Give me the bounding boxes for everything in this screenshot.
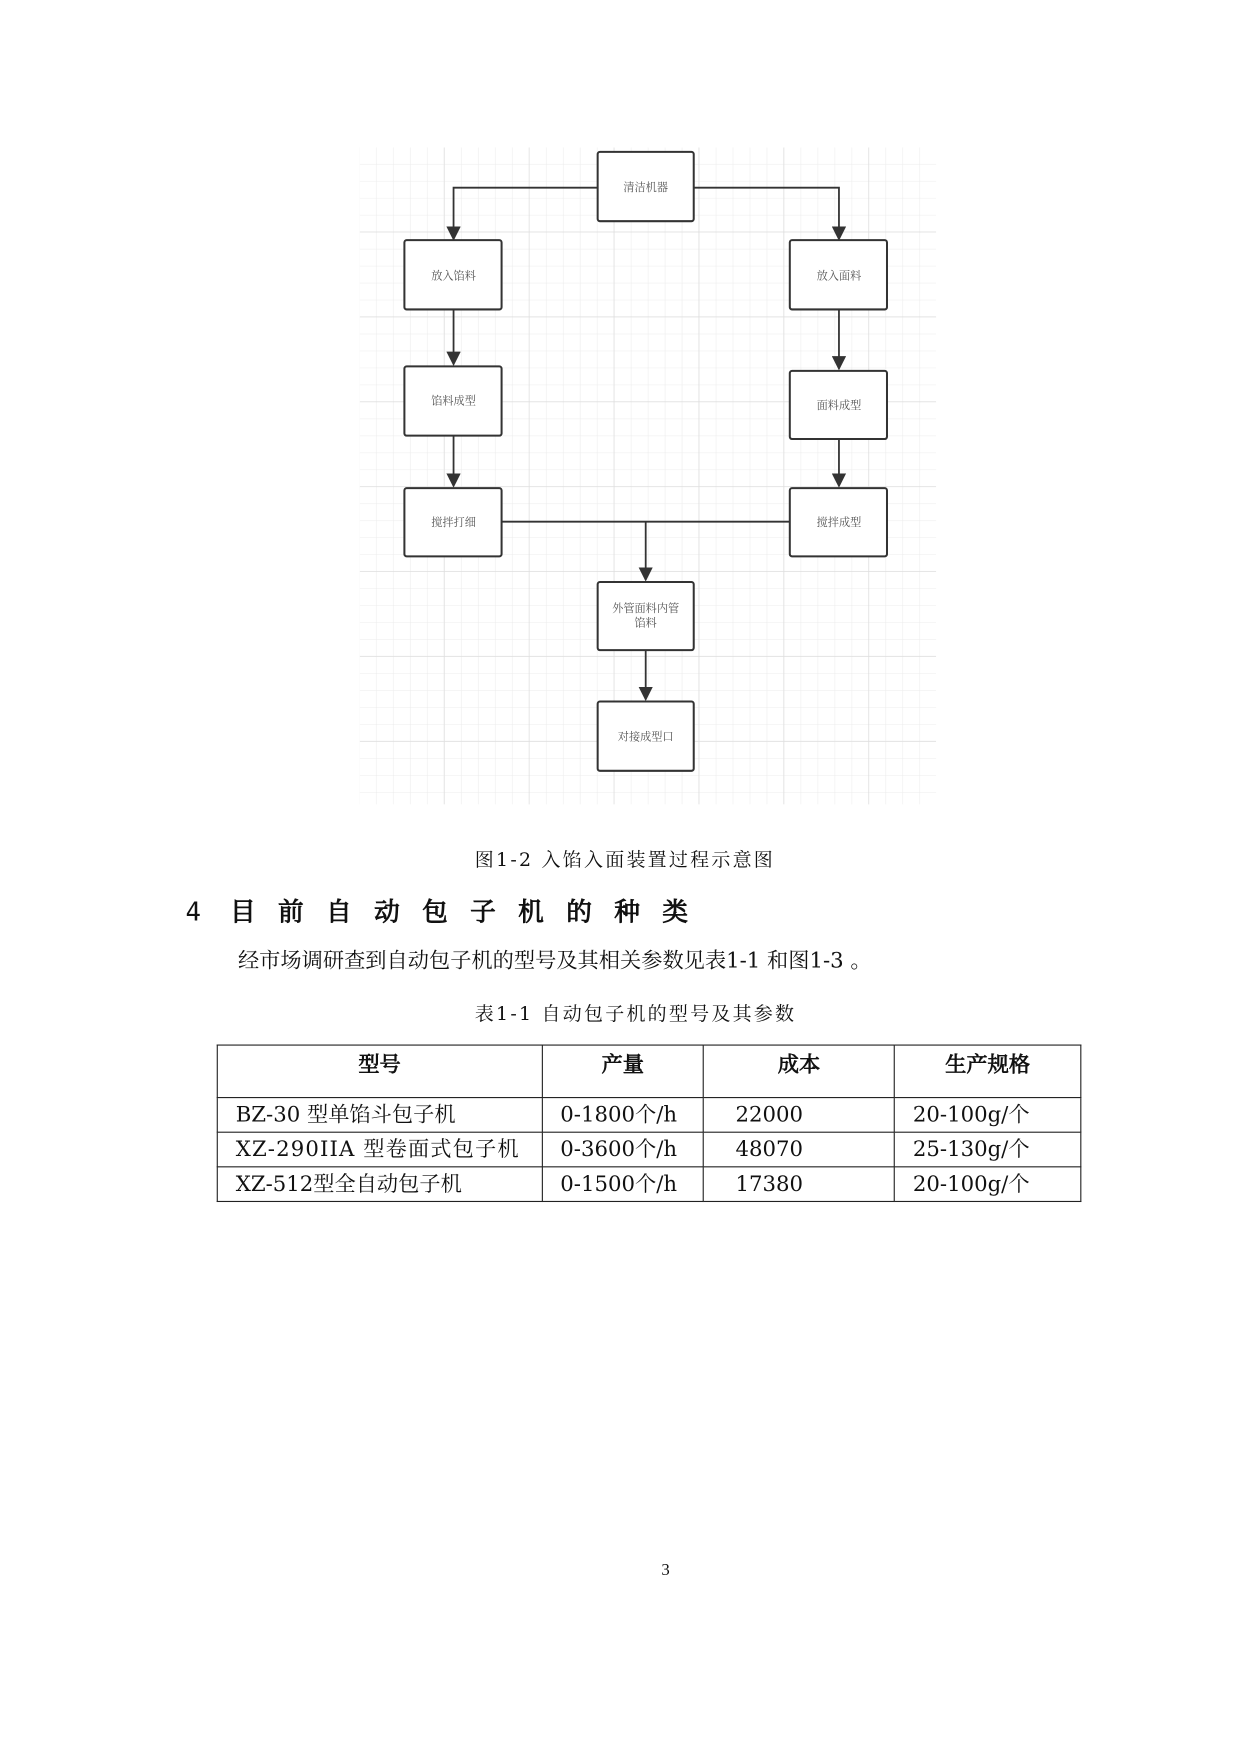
node-label: 清洁机器 (623, 181, 669, 195)
node-label: 面料成型 (816, 398, 862, 412)
page-number: 3 (661, 1561, 670, 1580)
table-header: 生产规格 (894, 1045, 1080, 1098)
node-label: 对接成型口 (617, 730, 674, 744)
section-heading: 4 目 前 自 动 包 子 机 的 种 类 (185, 898, 688, 928)
table-cell: 20-100g/个 (894, 1098, 1080, 1133)
table-cell: 0-1800个/h (542, 1098, 704, 1133)
node-label: 搅拌打细 (431, 516, 476, 530)
node-label: 放入馅料 (431, 269, 476, 283)
table-header: 型号 (217, 1045, 542, 1098)
body-paragraph: 经市场调研查到自动包子机的型号及其相关参数见表1-1 和图1-3 。 (237, 948, 872, 974)
table-row (217, 1167, 1081, 1202)
table-cell: 17380 (704, 1167, 895, 1202)
node-label: 放入面料 (816, 269, 862, 283)
table-cell: 20-100g/个 (894, 1167, 1080, 1202)
flowchart-diagram (360, 147, 936, 806)
table-header: 产量 (542, 1045, 704, 1098)
table-cell: 48070 (704, 1132, 895, 1167)
table-cell: XZ-512型全自动包子机 (217, 1167, 542, 1202)
node-label: 搅拌成型 (816, 516, 862, 530)
parameters-table (217, 1045, 1082, 1203)
table-cell: 0-3600个/h (542, 1132, 704, 1167)
table-header: 成本 (704, 1045, 895, 1098)
figure-caption: 图1-2 入馅入面装置过程示意图 (474, 849, 776, 872)
node-label: 外管面料内管 (612, 602, 680, 616)
node-label: 馅料成型 (431, 394, 476, 408)
table-header-row (217, 1045, 1081, 1098)
table-cell: 22000 (704, 1098, 895, 1133)
table-cell: 25-130g/个 (894, 1132, 1080, 1167)
table-caption: 表1-1 自动包子机的型号及其参数 (474, 1003, 797, 1026)
table-cell: BZ-30 型单馅斗包子机 (217, 1098, 542, 1133)
node-label: 馅料 (634, 616, 657, 630)
table-cell: 0-1500个/h (542, 1167, 704, 1202)
table-row (217, 1098, 1081, 1133)
table-cell: XZ-290IIA 型卷面式包子机 (217, 1132, 542, 1167)
table-row (217, 1132, 1081, 1167)
